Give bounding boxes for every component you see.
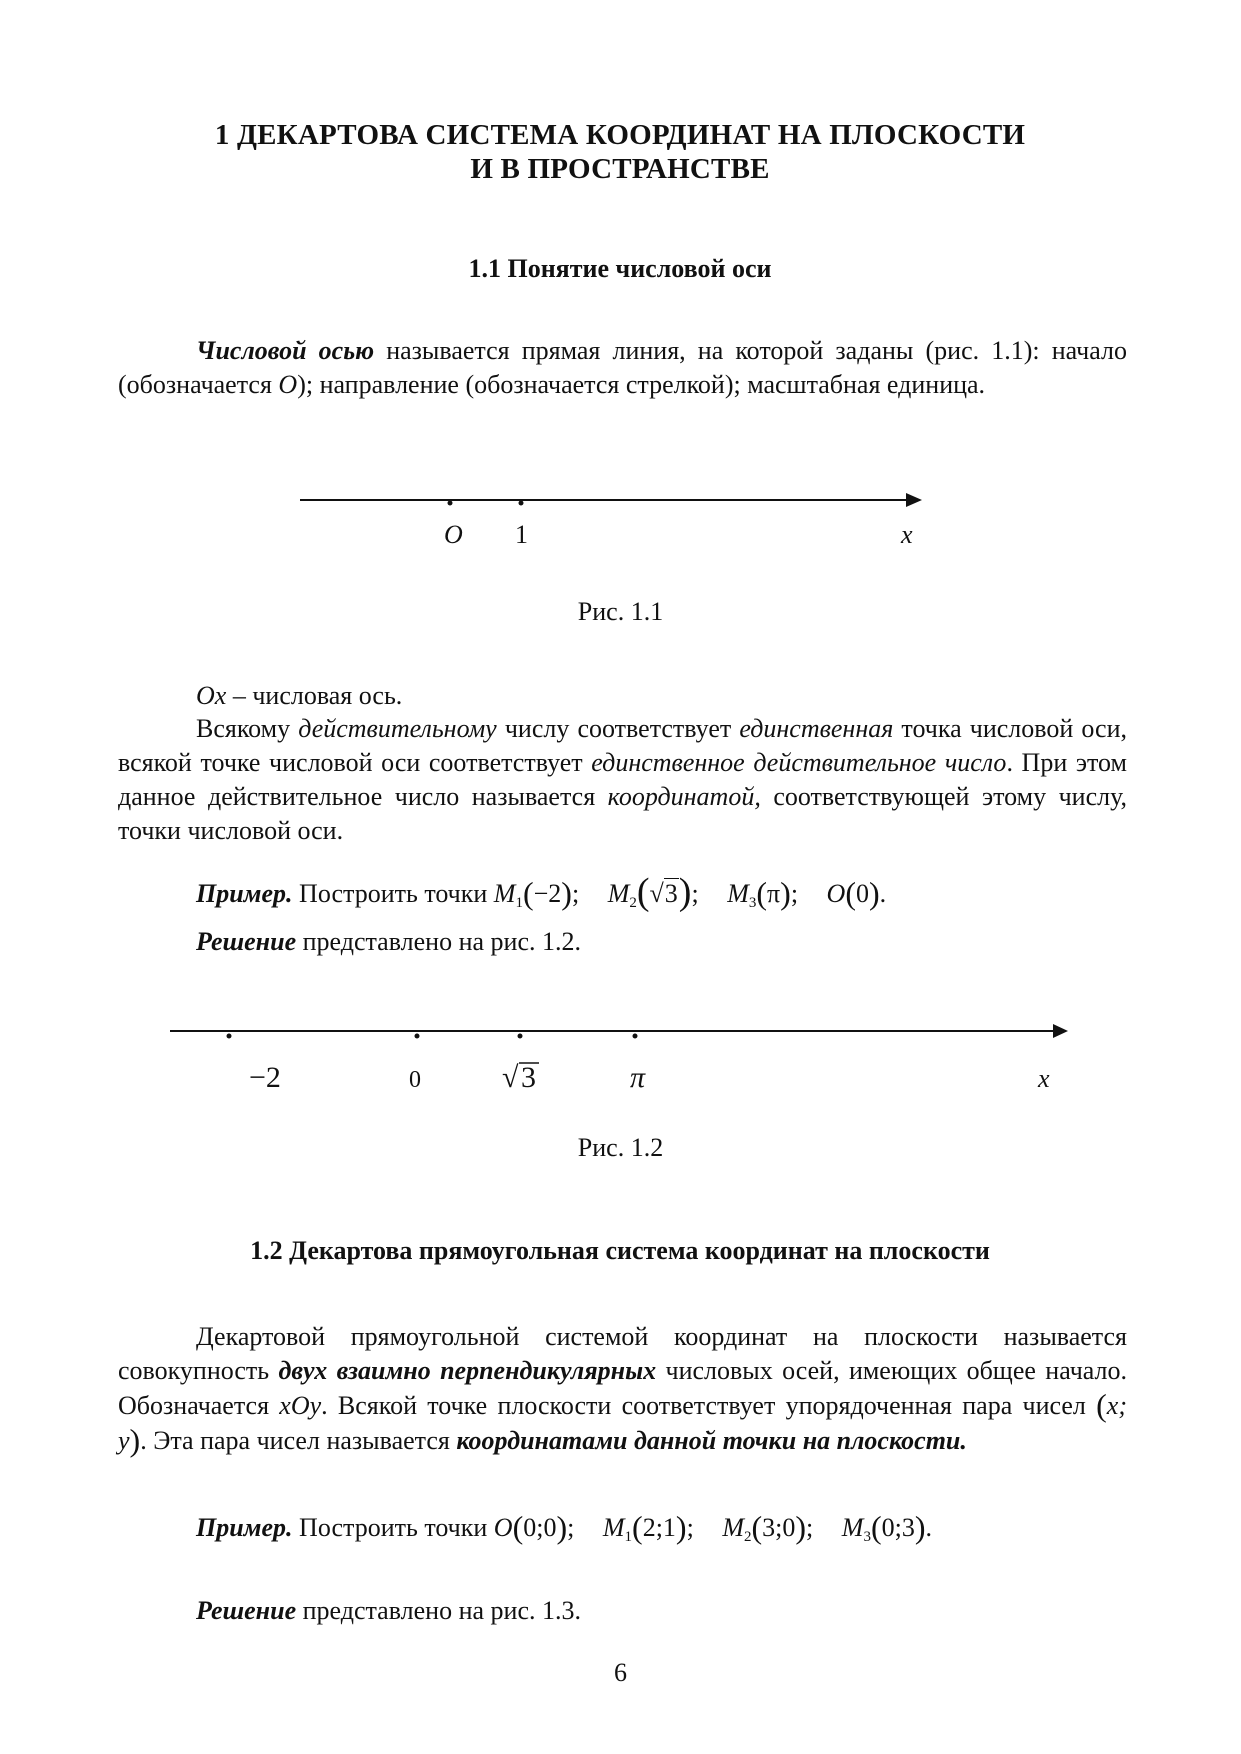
- fig2-label-sqrt3: 3: [521, 1061, 536, 1094]
- figure-1-2-caption: Рис. 1.2: [577, 1133, 664, 1162]
- s2-bold-italic-2: координатами данной точки на плоскости.: [456, 1426, 967, 1455]
- fig1-label-origin: O: [444, 520, 463, 549]
- s2-text-3: . Всякой точке плоскости соответствует упорядоченная пара чисел: [321, 1391, 1097, 1420]
- ox-text: – числовая ось.: [226, 681, 403, 710]
- solution-text: представлено на рис. 1.3.: [296, 1596, 581, 1625]
- chapter-title-line2: И В ПРОСТРАНСТВЕ: [470, 153, 770, 185]
- ox-symbol: Ox: [196, 681, 227, 710]
- section-heading-1-2: 1.2 Декартова прямоугольная система координат на плоскости: [250, 1236, 990, 1265]
- point-m1: $M_1(-2)$;: [493, 875, 580, 911]
- s2-text-1: Декартовой прямоугольной системой координат на плоскости называется совокупность: [118, 1322, 1127, 1385]
- solution-label: Решение: [196, 927, 297, 956]
- section-heading-1-1: 1.1 Понятие числовой оси: [468, 254, 772, 283]
- solution-text: представлено на рис. 1.2.: [296, 927, 581, 956]
- cartesian-definition-paragraph: Декартовой прямоугольной системой координат на плоскости называется совокупность двух взаимно перпендикулярных числовых осей, имеющих общее начало. Обозначается xOy. Всякой точке плоскости соответствует упорядоченная пара чисел (x; y). Эта пара чисел называется координатами данной точки на плоскости.: [118, 1322, 1128, 1458]
- term-numeric-axis: Числовой осью: [196, 336, 375, 365]
- p2-italic-4: координатой,: [607, 782, 761, 811]
- fig1-label-x: x: [901, 520, 913, 549]
- point-m1: $M_1(2;1)$;: [602, 1509, 694, 1545]
- figure-1-1-caption: Рис. 1.1: [577, 597, 664, 626]
- s2-text-2: числовых осей, имеющих общее начало. Обозначается: [118, 1356, 1128, 1420]
- example-label: Пример.: [196, 1513, 293, 1542]
- fig2-label-minus-two: −2: [249, 1061, 281, 1094]
- fig2-label-x: x: [1038, 1064, 1050, 1093]
- page-number: 6: [614, 1658, 627, 1687]
- fig2-label-zero: 0: [409, 1067, 421, 1093]
- figure-1-2-number-line: [0, 1010, 1241, 1110]
- s2-text-4: . Эта пара чисел называется: [140, 1426, 457, 1455]
- definition-paragraph: [118, 334, 1127, 402]
- point-m3: $M_3(0;3)$.: [841, 1509, 932, 1545]
- arrow-head-icon: [1053, 1024, 1068, 1038]
- example-text: Построить точки: [292, 1513, 494, 1542]
- p2-italic-2: единственная: [739, 714, 894, 743]
- fig1-label-one: 1: [515, 520, 528, 549]
- solution-label: Решение: [196, 1596, 297, 1625]
- solution-1: [118, 925, 1127, 959]
- figure-1-1-number-line: [0, 480, 1241, 560]
- definition-text-1: называется прямая линия, на которой заданы (рис. 1.1): начало (обозначается: [118, 336, 1127, 399]
- point-o: O(0;0);: [493, 1509, 575, 1545]
- example-2: [118, 1510, 1127, 1554]
- xoy-symbol: xOy: [279, 1391, 322, 1420]
- example-text: Построить точки: [292, 879, 494, 908]
- s2-bold-italic-1: двух взаимно перпендикулярных: [278, 1356, 657, 1385]
- p2-italic-3: единственное действительное число: [591, 748, 1007, 777]
- example-1: [118, 871, 1127, 920]
- solution-2: [118, 1594, 1127, 1628]
- chapter-title-line1: 1 ДЕКАРТОВА СИСТЕМА КООРДИНАТ НА ПЛОСКОСТИ: [214, 119, 1026, 151]
- origin-symbol: O: [278, 370, 298, 399]
- coordinate-pair: x; y: [118, 1391, 1127, 1455]
- point-o: O(0).: [826, 875, 887, 911]
- chapter-title: [120, 118, 1120, 186]
- p2-text-1: Всякому: [196, 714, 299, 743]
- ox-line: [118, 679, 1127, 713]
- point-m3: $M_3(\pi)$;: [727, 875, 799, 911]
- p2-italic-1: действительному: [298, 714, 497, 743]
- point-m2: $M_2(3;0)$;: [722, 1509, 814, 1545]
- p2-text-5: соответствующей этому числу, точки числовой оси.: [118, 782, 1127, 845]
- fig2-label-pi: π: [630, 1061, 646, 1094]
- point-m2: $M_2(√3)$;: [607, 871, 699, 913]
- example-label: Пример.: [196, 879, 293, 908]
- definition-text-2: ); направление (обозначается стрелкой); масштабная единица.: [297, 370, 986, 399]
- fig2-label-sqrt-sign: √: [502, 1061, 519, 1094]
- p2-text-3: точка числовой оси, всякой точке числовой оси соответствует: [118, 714, 1127, 777]
- arrow-head-icon: [906, 493, 922, 507]
- p2-text-4: . При этом данное действительное число называется: [118, 748, 1128, 811]
- real-number-paragraph: [118, 712, 1127, 848]
- p2-text-2: числу соответствует: [496, 714, 740, 743]
